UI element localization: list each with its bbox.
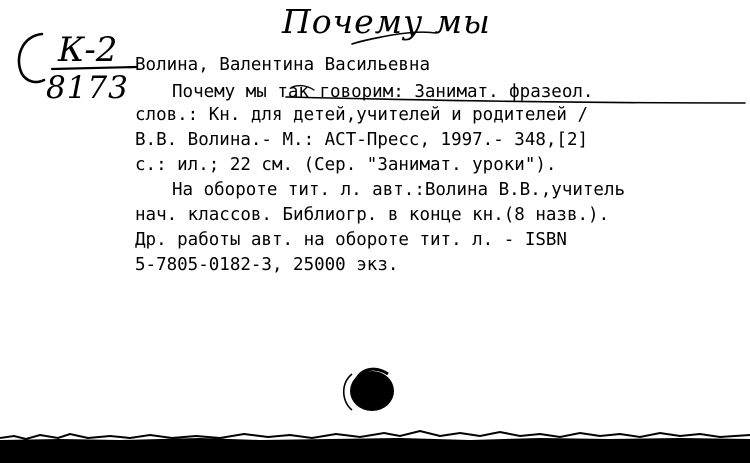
punch-hole-outline	[344, 374, 352, 410]
handwritten-inventory-number: 8173	[46, 70, 129, 106]
note-line: Др. работы авт. на обороте тит. л. - ISBN	[135, 230, 567, 250]
physical-description-line: с.: ил.; 22 см. (Сер. "Занимат. уроки").	[135, 155, 557, 175]
note-line: На обороте тит. л. авт.:Волина В.В.,учитель	[172, 180, 626, 200]
isbn-line: 5-7805-0182-3, 25000 экз.	[135, 255, 399, 275]
card-bottom-edge-noise	[0, 431, 750, 439]
handwritten-title: Почему мы	[282, 2, 491, 41]
handwritten-call-number: К-2	[58, 30, 118, 70]
author-heading: Волина, Валентина Васильевна	[135, 55, 431, 75]
handwritten-bracket	[19, 34, 44, 82]
note-line: нач. классов. Библиогр. в конце кн.(8 назв.).	[135, 205, 610, 225]
ink-blot	[350, 371, 394, 411]
ink-blot-edge	[356, 369, 388, 380]
card-bottom-edge	[0, 438, 750, 463]
title-line: Почему мы так говорим: Занимат. фразеол.	[172, 82, 594, 102]
publication-line: В.В. Волина.- М.: АСТ-Пресс, 1997.- 348,[2]	[135, 130, 589, 150]
description-line: слов.: Кн. для детей,учителей и родителей /	[135, 105, 589, 125]
